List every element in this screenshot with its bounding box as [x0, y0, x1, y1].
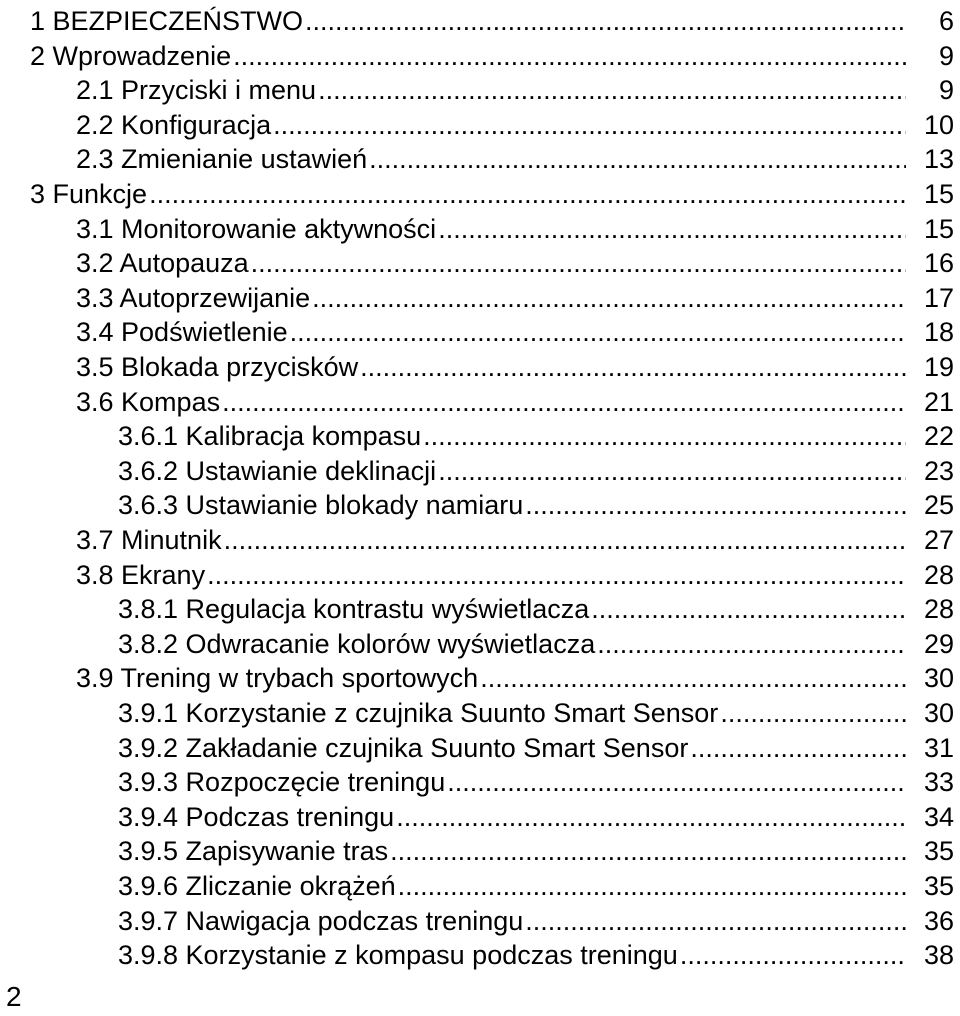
toc-entry-page: 19 [923, 352, 954, 382]
toc-leader-dots [224, 523, 906, 557]
toc-entry-text [118, 488, 910, 522]
toc-entry-page: 35 [923, 836, 954, 867]
toc-entry[interactable] [0, 800, 960, 834]
toc-entry-text [30, 39, 910, 73]
toc-entry-title: 3.4 Podświetlenie [76, 317, 288, 348]
toc-entry[interactable] [0, 39, 960, 73]
toc-entry-text [76, 246, 910, 280]
toc-entry-text [118, 834, 910, 868]
toc-entry-page: 35 [923, 871, 954, 901]
toc-entry[interactable] [0, 350, 960, 384]
toc-leader-dots [390, 834, 906, 868]
page-number: 2 [6, 981, 22, 1012]
toc-leader-dots [690, 731, 906, 765]
toc-leader-dots [447, 765, 906, 799]
toc-entry[interactable] [0, 661, 960, 695]
toc-entry-page: 27 [923, 525, 954, 555]
toc-entry-page: 16 [923, 248, 954, 279]
toc-entry-page: 33 [923, 767, 954, 798]
toc-entry-text [118, 800, 910, 834]
toc-entry-text [118, 592, 910, 626]
toc-entry-page: 15 [923, 213, 954, 244]
toc-leader-dots [290, 315, 906, 349]
toc-entry-title: 3.9.5 Zapisywanie tras [118, 836, 389, 867]
toc-entry-text [76, 142, 910, 176]
toc-entry-page: 21 [923, 386, 954, 417]
toc-leader-dots [273, 108, 906, 142]
toc-entry-page: 31 [923, 732, 954, 763]
toc-entry-text [118, 627, 910, 661]
toc-entry-title: 3.8.2 Odwracanie kolorów wyświetlacza [118, 628, 596, 659]
toc-entry[interactable] [0, 731, 960, 765]
toc-entry[interactable] [0, 765, 960, 799]
toc-entry-title: 2.1 Przyciski i menu [76, 75, 317, 106]
toc-entry-title: 3.8 Ekrany [76, 559, 206, 590]
toc-entry-page: 25 [923, 490, 954, 521]
toc-entry-title: 3.6.2 Ustawianie deklinacji [118, 455, 437, 486]
toc-leader-dots [369, 142, 906, 176]
toc-entry-page: 28 [923, 594, 954, 625]
toc-entry-title: 3.1 Monitorowanie aktywności [76, 213, 437, 244]
toc-leader-dots [233, 39, 906, 73]
toc-entry[interactable] [0, 834, 960, 868]
toc-leader-dots [222, 385, 906, 419]
toc-leader-dots [720, 696, 906, 730]
toc-entry-title: 3.2 Autopauza [76, 248, 249, 279]
toc-entry-page: 9 [938, 75, 954, 106]
toc-entry-text [76, 385, 910, 419]
toc-entry-title: 3.8.1 Regulacja kontrastu wyświetlacza [118, 594, 590, 625]
toc-entry-page: 22 [923, 421, 954, 452]
toc-entry[interactable] [0, 385, 960, 419]
toc-entry-text [118, 731, 910, 765]
toc-entry-title: 3 Funkcje [30, 179, 148, 209]
toc-entry-page: 30 [923, 663, 954, 694]
toc-entry[interactable] [0, 523, 960, 557]
toc-leader-dots [149, 177, 906, 211]
toc-entry-text [76, 350, 910, 384]
toc-entry-text [76, 661, 910, 695]
toc-entry-title: 3.9.8 Korzystanie z kompasu podczas treningu [118, 940, 678, 971]
toc-entry-text [118, 419, 910, 453]
toc-leader-dots [423, 419, 906, 453]
toc-entry-page: 29 [923, 628, 954, 659]
toc-leader-dots [480, 661, 906, 695]
toc-entry-title: 3.7 Minutnik [76, 525, 222, 555]
toc-entry-title: 2.3 Zmienianie ustawień [76, 144, 368, 175]
toc-entry-title: 3.5 Blokada przycisków [76, 352, 359, 382]
toc-entry-page: 30 [923, 698, 954, 728]
toc-entry-text [76, 281, 910, 315]
toc-entry-text [76, 558, 910, 592]
toc-entry[interactable] [0, 488, 960, 522]
toc-entry[interactable] [0, 938, 960, 972]
toc-entry[interactable] [0, 315, 960, 349]
toc-entry[interactable] [0, 281, 960, 315]
toc-entry-title: 3.9.6 Zliczanie okrążeń [118, 871, 396, 901]
toc-entry-title: 3.6.1 Kalibracja kompasu [118, 421, 422, 452]
toc-entry-title: 3.9.3 Rozpoczęcie treningu [118, 767, 446, 798]
toc-entry[interactable] [0, 142, 960, 176]
toc-entry-text [118, 938, 910, 972]
toc-entry-text [76, 523, 910, 557]
toc-leader-dots [396, 800, 906, 834]
toc-leader-dots [438, 212, 906, 246]
toc-entry-text [76, 315, 910, 349]
toc-entry-page: 17 [923, 282, 954, 313]
toc-entry[interactable] [0, 177, 960, 211]
toc-entry-title: 3.9.7 Nawigacja podczas treningu [118, 905, 524, 936]
toc-entry[interactable] [0, 73, 960, 107]
toc-entry-page: 9 [938, 40, 954, 71]
toc-entry[interactable] [0, 454, 960, 488]
toc-entry[interactable] [0, 4, 960, 38]
toc-entry-title: 2 Wprowadzenie [30, 40, 232, 71]
toc-leader-dots [525, 488, 906, 522]
toc-entry-page: 36 [923, 905, 954, 936]
toc-leader-dots [525, 904, 906, 938]
toc-entry[interactable] [0, 108, 960, 142]
toc-leader-dots [312, 281, 906, 315]
toc-entry-title: 3.9.2 Zakładanie czujnika Suunto Smart Sensor [118, 732, 689, 763]
toc-entry-page: 23 [923, 455, 954, 486]
toc-entry-text [118, 904, 910, 938]
toc-entry-title: 3.9.4 Podczas treningu [118, 801, 395, 832]
toc-entry-title: 1 BEZPIECZEŃSTWO [30, 6, 304, 36]
toc-leader-dots [318, 73, 906, 107]
toc-entry-text [76, 73, 910, 107]
toc-leader-dots [398, 869, 906, 903]
toc-entry-text [30, 177, 910, 211]
toc-leader-dots [597, 627, 906, 661]
toc-leader-dots [438, 454, 906, 488]
toc-entry-page: 34 [923, 801, 954, 832]
toc-entry[interactable] [0, 869, 960, 903]
toc-entry-text [118, 696, 910, 730]
toc-entry[interactable] [0, 558, 960, 592]
toc-entry-title: 3.9 Trening w trybach sportowych [76, 663, 479, 694]
toc-leader-dots [207, 558, 906, 592]
toc-entry-page: 28 [923, 559, 954, 590]
toc-entry-page: 15 [923, 179, 954, 209]
toc-leader-dots [305, 4, 906, 38]
toc-entry-text [118, 765, 910, 799]
toc-entry-page: 18 [923, 317, 954, 348]
toc-entry[interactable] [0, 419, 960, 453]
toc-entry[interactable] [0, 904, 960, 938]
toc-entry-title: 2.2 Konfiguracja [76, 109, 272, 140]
toc-entry-page: 38 [923, 940, 954, 971]
toc-entry-title: 3.6.3 Ustawianie blokady namiaru [118, 490, 524, 521]
toc-entry-text [76, 212, 910, 246]
toc-entry-title: 3.6 Kompas [76, 386, 221, 417]
toc-entry-text [118, 454, 910, 488]
toc-entry[interactable] [0, 696, 960, 730]
toc-entry[interactable] [0, 592, 960, 626]
toc-entry-page: 13 [923, 144, 954, 175]
toc-entry-page: 10 [923, 109, 954, 140]
toc-leader-dots [251, 246, 906, 280]
toc-entry[interactable] [0, 627, 960, 661]
toc-entry-title: 3.3 Autoprzewijanie [76, 282, 311, 313]
toc-entry-text [76, 108, 910, 142]
toc-entry-page: 6 [938, 6, 954, 36]
toc-leader-dots [360, 350, 906, 384]
toc-entry[interactable] [0, 212, 960, 246]
toc-entry[interactable] [0, 246, 960, 280]
toc-entry-text [118, 869, 910, 903]
toc-leader-dots [680, 938, 906, 972]
toc-entry-text [30, 4, 910, 38]
toc-entry-title: 3.9.1 Korzystanie z czujnika Suunto Smart Sensor [118, 698, 719, 728]
toc-leader-dots [591, 592, 906, 626]
